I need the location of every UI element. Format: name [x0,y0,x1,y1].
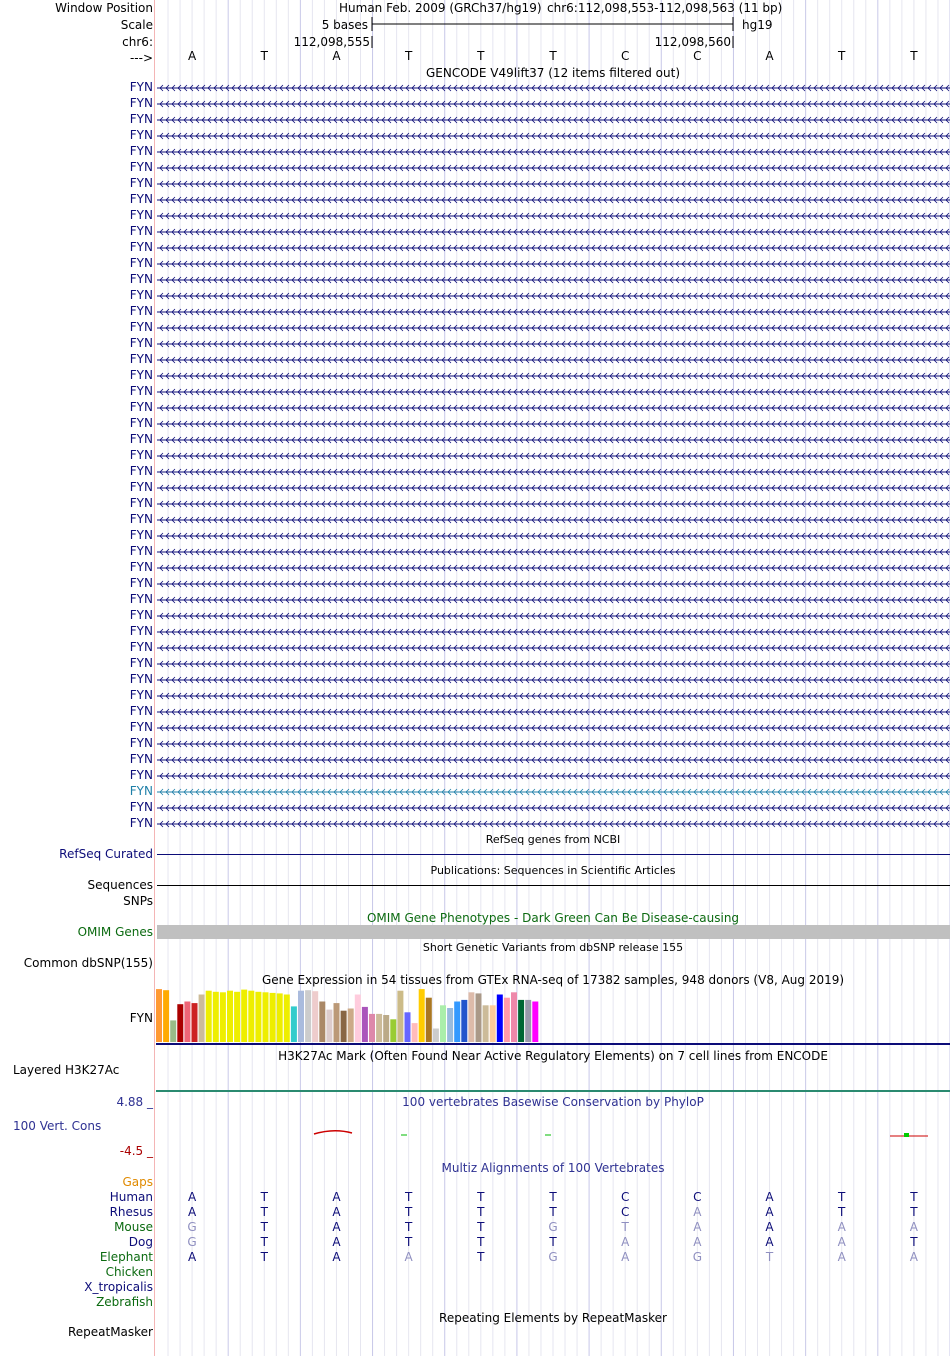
gencode-item-label[interactable]: FYN [129,320,153,334]
publications-label-snps[interactable]: SNPs [123,894,153,908]
multiz-base: A [693,1205,702,1219]
multiz-species-label[interactable]: Zebrafish [96,1295,153,1309]
gtex-bar [263,992,269,1042]
multiz-base: A [909,1250,919,1264]
gtex-bar [397,991,403,1042]
base-letter: T [549,49,557,63]
multiz-base: C [620,1190,630,1204]
gencode-item-label[interactable]: FYN [129,368,153,382]
gtex-bar [532,1002,538,1043]
multiz-base: T [477,1220,485,1234]
gencode-item-label[interactable]: FYN [129,224,153,238]
multiz-base: A [187,1190,197,1204]
base-letter: C [693,49,702,63]
multiz-base: T [910,1205,918,1219]
multiz-base: A [332,1190,341,1204]
multiz-base: T [838,1190,846,1204]
gencode-item-label[interactable]: FYN [129,544,153,558]
multiz-species-label[interactable]: Chicken [105,1265,153,1279]
h3k27ac-title[interactable]: H3K27Ac Mark (Often Found Near Active Regulatory Elements) on 7 cell lines from ENCODE [278,1049,828,1063]
gencode-item-label[interactable]: FYN [129,528,153,542]
multiz-base: G [187,1220,197,1234]
scale-db: hg19 [742,18,773,32]
gencode-item-label[interactable]: FYN [129,256,153,270]
gtex-bar [312,991,318,1042]
phylop-label[interactable]: 100 Vert. Cons [13,1119,102,1133]
gtex-bar [184,1002,190,1043]
phylop-peak [314,1131,352,1134]
gtex-bar [163,990,169,1042]
gtex-bar [497,995,503,1043]
gencode-item-label[interactable]: FYN [129,672,153,686]
base-letter: T [910,49,918,63]
publications-title[interactable]: Publications: Sequences in Scientific Articles [430,864,676,877]
gencode-item-label[interactable]: FYN [129,704,153,718]
multiz-species-label[interactable]: Rhesus [109,1205,153,1219]
gtex-bar [284,995,290,1043]
gtex-label[interactable]: FYN [129,1011,153,1025]
assembly-text: Human Feb. 2009 (GRCh37/hg19) [339,1,542,15]
gtex-bar [419,989,425,1042]
gencode-item-label[interactable]: FYN [129,640,153,654]
multiz-base: T [477,1235,485,1249]
multiz-base: T [260,1220,268,1234]
dbsnp-label[interactable]: Common dbSNP(155) [23,956,153,970]
gencode-item-label[interactable]: FYN [129,400,153,414]
base-letter: A [765,49,774,63]
gencode-item-label[interactable]: FYN [129,112,153,126]
gencode-item-label[interactable]: FYN [129,80,153,94]
base-letter: A [332,49,341,63]
gtex-title[interactable]: Gene Expression in 54 tissues from GTEx RNA-seq of 17382 samples, 948 donors (V8, Aug 2019) [261,973,845,987]
multiz-base: T [477,1190,485,1204]
gtex-bar [376,1014,382,1042]
omim-label[interactable]: OMIM Genes [77,925,153,939]
multiz-species-label[interactable]: Elephant [99,1250,153,1264]
gtex-bar [319,1002,325,1043]
multiz-base: T [260,1205,268,1219]
gtex-bar [483,1005,489,1042]
publications-label-sequences[interactable]: Sequences [87,878,153,892]
gtex-bar [248,991,254,1042]
base-letter: A [187,49,197,63]
multiz-base: T [404,1235,413,1249]
multiz-base: A [332,1205,341,1219]
gencode-item-label[interactable]: FYN [129,208,153,222]
multiz-base: C [620,1205,630,1219]
gtex-bar [305,990,311,1042]
window-position-label: Window Position [55,1,153,15]
gencode-item-label[interactable]: FYN [129,416,153,430]
scale-text: 5 bases [321,18,368,32]
multiz-base: A [765,1220,774,1234]
gtex-bar [383,1015,389,1042]
multiz-base: A [404,1250,413,1264]
coord-left: 112,098,555 [293,35,370,49]
multiz-base: A [621,1250,630,1264]
gtex-bar [405,1012,411,1042]
multiz-base: T [549,1190,557,1204]
gtex-bar [504,998,510,1042]
multiz-base: A [765,1205,774,1219]
strand-label: ---> [129,51,153,65]
gencode-item-label[interactable]: FYN [129,752,153,766]
multiz-base: T [260,1190,268,1204]
dbsnp-title[interactable]: Short Genetic Variants from dbSNP release 155 [422,941,684,954]
gencode-item-label[interactable]: FYN [129,384,153,398]
gtex-bar [447,1008,453,1042]
gencode-item-label[interactable]: FYN [129,608,153,622]
gencode-item-label[interactable]: FYN [129,736,153,750]
gencode-item-label[interactable]: FYN [129,192,153,206]
gencode-item-label[interactable]: FYN [129,144,153,158]
gtex-bar [156,989,162,1042]
multiz-gaps-label: Gaps [122,1175,153,1189]
phylop-title[interactable]: 100 vertebrates Basewise Conservation by PhyloP [402,1095,704,1109]
base-letter: T [404,49,413,63]
gtex-bar [255,992,261,1042]
multiz-base: A [621,1235,630,1249]
chrom-label: chr6: [122,35,153,49]
h3k27ac-label[interactable]: Layered H3K27Ac [13,1063,120,1077]
multiz-base: T [260,1250,268,1264]
gencode-item-label[interactable]: FYN [129,800,153,814]
multiz-base: T [910,1190,918,1204]
multiz-base: T [404,1205,413,1219]
gtex-bar [440,1005,446,1042]
gtex-bar [199,995,205,1043]
multiz-base: A [765,1190,774,1204]
gtex-bar [220,992,226,1042]
multiz-species-label[interactable]: Dog [128,1235,153,1249]
gencode-item-label[interactable]: FYN [129,272,153,286]
multiz-base: T [910,1235,918,1249]
gencode-item-label[interactable]: FYN [129,176,153,190]
repeatmasker-title[interactable]: Repeating Elements by RepeatMasker [439,1311,667,1325]
gencode-item-label[interactable]: FYN [129,496,153,510]
multiz-base: C [693,1190,702,1204]
multiz-base: T [477,1205,485,1219]
omim-title[interactable]: OMIM Gene Phenotypes - Dark Green Can Be Disease-causing [366,911,740,925]
gtex-bar [170,1020,176,1042]
gencode-item-label[interactable]: FYN [129,288,153,302]
multiz-base: A [332,1250,341,1264]
gtex-bar [355,995,361,1043]
gtex-bar [213,992,219,1042]
gtex-bar [461,1000,467,1042]
multiz-species-label[interactable]: Mouse [114,1220,153,1234]
gencode-item-label[interactable]: FYN [129,240,153,254]
gencode-item-label[interactable]: FYN [129,464,153,478]
gtex-bar [341,1011,347,1042]
gtex-bar [369,1014,375,1042]
gencode-item-label[interactable]: FYN [129,624,153,638]
base-letter: C [620,49,630,63]
phylop-pos [904,1133,909,1137]
gencode-item-label[interactable]: FYN [129,592,153,606]
multiz-base: T [621,1220,629,1234]
refseq-title[interactable]: RefSeq genes from NCBI [485,833,621,846]
multiz-base: A [837,1235,846,1249]
gencode-item-label[interactable]: FYN [129,480,153,494]
gencode-item-label[interactable]: FYN [129,688,153,702]
refseq-label[interactable]: RefSeq Curated [59,847,153,861]
multiz-base: A [187,1250,197,1264]
multiz-base: A [837,1220,846,1234]
gtex-bar [241,990,247,1042]
phylop-max: 4.88 _ [116,1095,153,1109]
gencode-item-label[interactable]: FYN [129,128,153,142]
phylop-min: -4.5 _ [119,1144,153,1158]
multiz-species-label[interactable]: X_tropicalis [84,1280,153,1294]
gtex-bar [277,993,283,1042]
gtex-bar [177,1004,183,1042]
gtex-bar [525,1000,531,1042]
multiz-base: A [187,1205,197,1219]
scale-label: Scale [120,18,153,32]
gtex-bar [227,991,233,1042]
multiz-base: T [260,1235,268,1249]
multiz-title[interactable]: Multiz Alignments of 100 Vertebrates [441,1161,665,1175]
gtex-bar [298,991,304,1042]
gencode-item-label[interactable]: FYN [129,336,153,350]
multiz-base: G [548,1220,558,1234]
base-letter: T [260,49,268,63]
gencode-item-label[interactable]: FYN [129,448,153,462]
position-text: chr6:112,098,553-112,098,563 (11 bp) [547,1,783,15]
gtex-bar [348,1009,354,1043]
gencode-item-label[interactable]: FYN [129,352,153,366]
gtex-bar [490,1005,496,1042]
gtex-bar [326,1010,332,1042]
multiz-base: A [693,1220,702,1234]
gencode-item-label[interactable]: FYN [129,160,153,174]
gtex-bar [454,1002,460,1043]
repeatmasker-label[interactable]: RepeatMasker [67,1325,153,1339]
base-letter: T [477,49,485,63]
multiz-base: A [765,1235,774,1249]
gtex-bar [426,998,432,1042]
multiz-base: A [693,1235,702,1249]
gtex-bar [433,1029,439,1043]
gtex-bar [234,992,240,1042]
gencode-item-label[interactable]: FYN [129,432,153,446]
gtex-bar [468,992,474,1042]
gencode-item-label[interactable]: FYN [129,768,153,782]
multiz-base: G [548,1250,558,1264]
gencode-item-label[interactable]: FYN [129,816,153,830]
gencode-item-label[interactable]: FYN [129,304,153,318]
multiz-base: G [692,1250,703,1264]
gencode-item-label[interactable]: FYN [129,96,153,110]
gtex-bar [334,1003,340,1042]
multiz-base: T [549,1235,557,1249]
gtex-bar [511,992,517,1042]
multiz-base: G [187,1235,197,1249]
gencode-item-label[interactable]: FYN [129,656,153,670]
multiz-base: T [477,1250,485,1264]
gtex-bar [518,1000,524,1042]
gencode-item-label[interactable]: FYN [129,512,153,526]
multiz-base: T [549,1205,557,1219]
gtex-bar [412,1023,418,1042]
multiz-base: T [838,1205,846,1219]
gtex-bar [206,991,212,1042]
gencode-item-label[interactable]: FYN [129,784,153,798]
base-letter: T [838,49,846,63]
multiz-base: A [332,1235,341,1249]
gtex-bar [390,1019,396,1042]
multiz-base: A [332,1220,341,1234]
multiz-base: A [837,1250,846,1264]
gencode-item-label[interactable]: FYN [129,576,153,590]
multiz-base: T [404,1190,413,1204]
multiz-species-label[interactable]: Human [109,1190,153,1204]
gencode-item-label[interactable]: FYN [129,560,153,574]
coord-right: 112,098,560 [654,35,731,49]
gtex-bar [291,1006,297,1042]
multiz-base: T [765,1250,774,1264]
gtex-bar [270,993,276,1042]
gtex-bar [362,1007,368,1042]
multiz-base: A [909,1220,919,1234]
multiz-base: T [404,1220,413,1234]
gtex-bar [476,993,482,1042]
gtex-bar [192,1003,198,1042]
gencode-title[interactable]: GENCODE V49lift37 (12 items filtered out) [425,66,680,80]
gencode-item-label[interactable]: FYN [129,720,153,734]
